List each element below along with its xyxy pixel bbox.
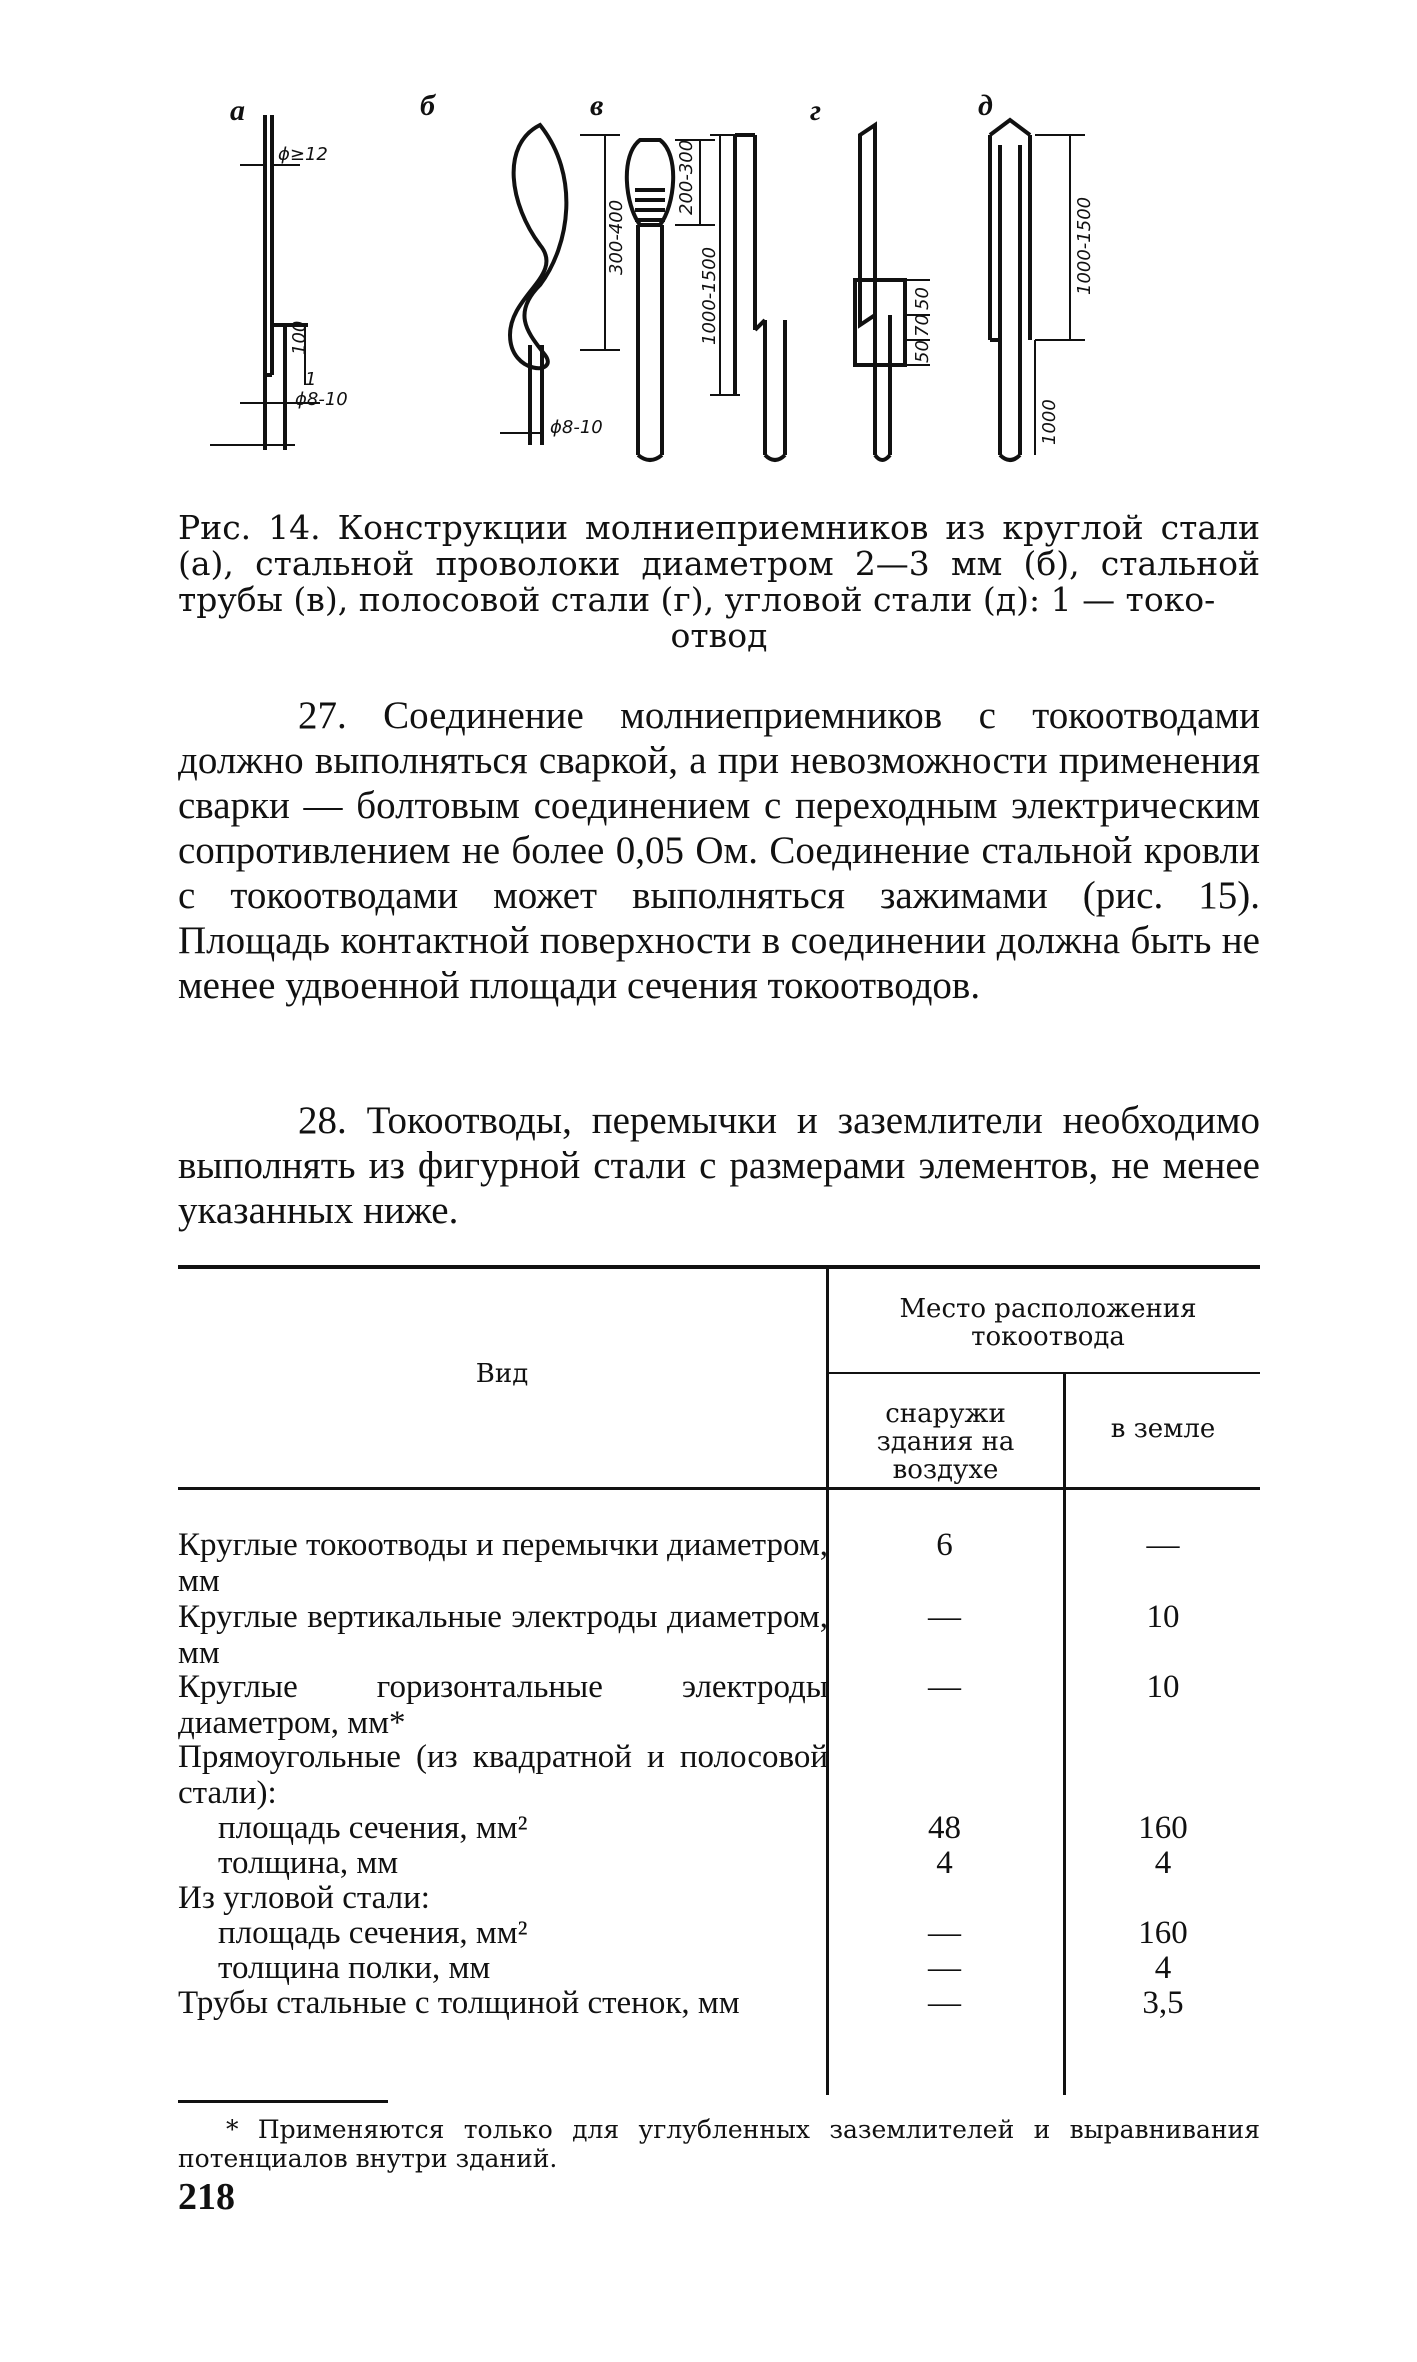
row-label-2: Круглые вертикальные электроды диаметром, мм [178, 1599, 828, 1671]
row-ground-1: — [1146, 1527, 1180, 1563]
table-top-rule [178, 1265, 1260, 1269]
dim-g-d3: 50 [912, 340, 933, 363]
table-header-mid-rule [826, 1372, 1260, 1374]
header-outside: снаружи здания на воздухе [876, 1399, 1015, 1485]
paragraph-27: 27. Соединение молниеприемников с токоотводами должно выполняться сваркой, а при невозможности применения сварки — болтовым соединением с переходным электрическим сопротивлением не более 0,05 Ом. Соединение стальной кровли с токоотводами может выполняться зажимами (рис. 15). Площадь контактной поверхности в соединении должна быть не менее удвоенной площади сечения токоотводов. [178, 694, 1260, 1007]
row-label-4: Прямоугольные (из квадратной и полосовой стали): [178, 1739, 828, 1811]
label-b: б [420, 89, 435, 122]
row-ground-8: 160 [1138, 1915, 1188, 1951]
row-ground-5: 160 [1138, 1810, 1188, 1846]
row-label-10: Трубы стальные с толщиной стенок, мм [178, 1985, 740, 2021]
dim-g-d2: 70 [912, 314, 933, 337]
figure-caption [178, 510, 1260, 654]
row-ground-9: 4 [1154, 1950, 1172, 1986]
header-ground: в земле [1110, 1414, 1216, 1444]
dim-b-len: 300-400 [606, 199, 627, 275]
row-label-3: Круглые горизонтальные электроды диаметром, мм* [178, 1669, 828, 1741]
row-outside-6: 4 [936, 1845, 953, 1881]
dim-a-ref: 1 [305, 369, 317, 390]
caption-main: Рис. 14. Конструкции молниеприемников из круглой стали (а), стальной проволоки диаметром 2—3 мм (б), стальной трубы (в), полосовой стали (г), угловой стали (д): 1 — токо- [178, 508, 1260, 619]
paragraph-28: 28. Токоотводы, перемычки и заземлители необходимо выполнять из фигурной стали с размерами элементов, не менее указанных ниже. [178, 1099, 1260, 1232]
row-outside-8: — [928, 1915, 961, 1951]
row-ground-3: 10 [1146, 1669, 1180, 1705]
row-label-6: толщина, мм [218, 1845, 399, 1881]
label-d: д [978, 89, 993, 122]
label-v: в [590, 89, 604, 122]
dim-g-d1: 50 [912, 287, 933, 310]
figure-14 [210, 89, 1250, 475]
caption-last: отвод [670, 616, 768, 655]
dim-d-len2: 1000 [1039, 399, 1060, 445]
row-label-9: толщина полки, мм [218, 1950, 491, 1986]
dim-a-len: 100 [289, 320, 310, 355]
row-ground-6: 4 [1154, 1845, 1172, 1881]
header-place: Место расположения токоотвода [899, 1294, 1197, 1352]
dim-v-len2: 1000-1500 [699, 246, 720, 345]
row-label-1: Круглые токоотводы и перемычки диаметром, мм [178, 1527, 828, 1599]
row-label-5: площадь сечения, мм² [218, 1810, 528, 1846]
row-label-8: площадь сечения, мм² [218, 1915, 528, 1951]
lightning-rods-drawing [210, 89, 1250, 475]
footnote: * Применяются только для углубленных заземлителей и выравнивания потенциалов внутри зданий. [178, 2115, 1260, 2173]
dim-d-len1: 1000-1500 [1074, 196, 1095, 295]
table-header-bottom-rule [178, 1487, 1260, 1490]
dim-a-diam: ϕ≥12 [278, 144, 328, 165]
footnote-rule [178, 2100, 388, 2103]
page-number: 218 [178, 2176, 235, 2218]
row-label-7: Из угловой стали: [178, 1880, 430, 1916]
row-ground-2: 10 [1146, 1599, 1180, 1635]
dim-b-rod: ϕ8-10 [550, 417, 603, 438]
dim-v-len1: 200-300 [676, 139, 697, 215]
row-outside-3: — [928, 1669, 961, 1705]
row-ground-10: 3,5 [1142, 1985, 1184, 2021]
row-outside-5: 48 [928, 1810, 961, 1846]
label-a: а [230, 94, 245, 127]
label-g: г [810, 94, 822, 127]
row-outside-2: — [928, 1599, 961, 1635]
row-outside-1: 6 [936, 1527, 953, 1563]
header-kind: Вид [475, 1359, 529, 1389]
row-outside-10: — [928, 1985, 961, 2021]
dim-a-rod: ϕ8-10 [295, 389, 348, 410]
row-outside-9: — [928, 1950, 961, 1986]
